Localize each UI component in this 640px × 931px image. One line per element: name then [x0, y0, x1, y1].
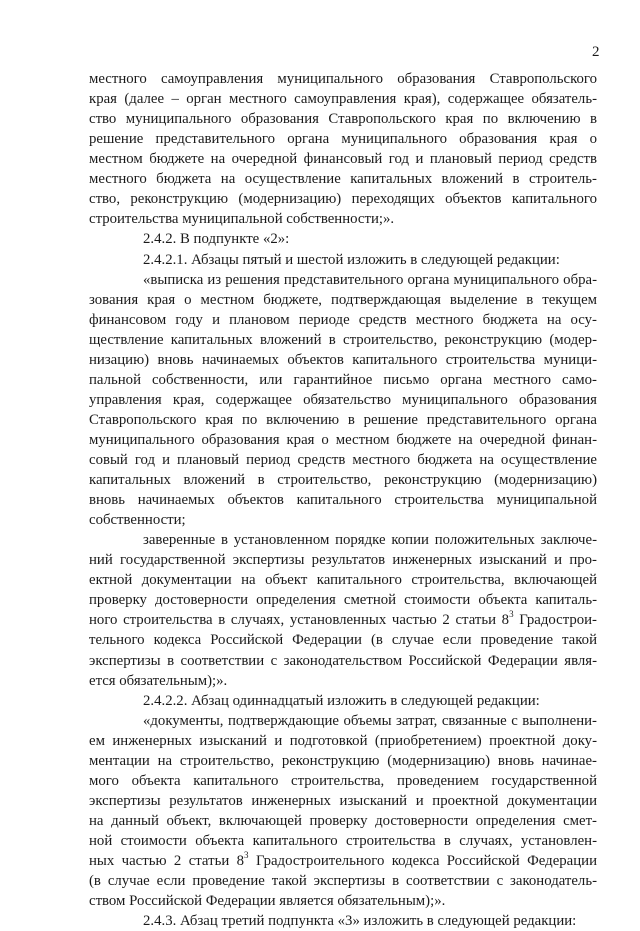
- text-line: ектной документации на объект капитального строительства, включающей: [89, 572, 597, 589]
- text-line: местного бюджета на осуществление капитальных вложений в строитель-: [89, 171, 597, 188]
- text-line: проверку достоверности определения сметной стоимости объекта капиталь-: [89, 592, 597, 609]
- text-line: экспертизы результатов инженерных изысканий и проектной документации: [89, 792, 597, 809]
- text-line: ной стоимости объекта капитального строительства в случаях, установлен-: [89, 832, 597, 849]
- text-line: 2.4.3. Абзац третий подпункта «3» изложить в следующей редакции:: [143, 913, 577, 930]
- text-line: строительства муниципальной собственности;».: [89, 211, 395, 228]
- text-line: совый год и плановый период средств местного бюджета на осуществление: [89, 451, 597, 468]
- text-line: ство, реконструкцию (модернизацию) переходящих объектов капитального: [89, 191, 597, 208]
- text-line: капитальных вложений в строительство, реконструкцию (модернизацию): [89, 472, 597, 488]
- text-line: низацию) вновь начинаемых объектов капитального строительства муници-: [89, 351, 597, 368]
- text-line: экспертизы в соответствии с законодательством Российской Федерации явля-: [89, 652, 597, 669]
- text-line: 2.4.2.2. Абзац одиннадцатый изложить в следующей редакции:: [143, 692, 540, 709]
- text-line: 2.4.2. В подпункте «2»:: [143, 231, 290, 248]
- text-line: ется обязательным);».: [89, 672, 228, 689]
- text-line: 2.4.2.1. Абзацы пятый и шестой изложить в следующей редакции:: [143, 251, 560, 268]
- text-line: края (далее – орган местного самоуправления края), содержащее обязатель-: [89, 91, 597, 107]
- text-line: на данный объект, включающей проверку достоверности определения смет-: [89, 812, 597, 829]
- text-line: ного строительства в случаях, установленных частью 2 статьи $8^3$ Градострои-: [89, 609, 597, 629]
- text-line: собственности;: [89, 512, 186, 529]
- text-line: «документы, подтверждающие объемы затрат, связанные с выполнени-: [143, 712, 597, 729]
- text-line: ство муниципального образования Ставропольского края по включению в: [89, 111, 597, 128]
- text-line: местного самоуправления муниципального образования Ставропольского: [89, 71, 597, 87]
- text-line: «выписка из решения представительного органа муниципального обра-: [143, 271, 597, 288]
- text-line: вновь начинаемых объектов капитального строительства муниципальной: [89, 492, 597, 509]
- text-line: пальной собственности, или гарантийное письмо органа местного само-: [89, 371, 597, 388]
- page-number: 2: [592, 44, 600, 60]
- text-line: (в случае если проведение такой экспертизы в соответствии с законодатель-: [89, 873, 597, 889]
- text-line: Ставропольского края по включению в решение представительного органа: [89, 411, 597, 428]
- text-line: зования края о местном бюджете, подтверждающая выделение в текущем: [89, 291, 597, 308]
- text-line: ментации на строительство, реконструкцию (модернизацию) вновь начинае-: [89, 752, 597, 769]
- text-line: управления края, содержащее обязательство муниципального образования: [89, 391, 597, 408]
- text-line: ством Российской Федерации является обязательным);».: [89, 893, 446, 910]
- text-line: тельного кодекса Российской Федерации (в случае если проведение такой: [89, 632, 597, 649]
- text-line: ных частью 2 статьи $8^3$ Градостроительного кодекса Российской Федерации: [89, 850, 597, 869]
- text-line: муниципального образования края о местном бюджете на очередной финан-: [89, 431, 597, 448]
- text-line: ществление капитальных вложений в строительство, реконструкцию (модер-: [89, 331, 597, 348]
- text-line: финансовом году и плановом периоде средств местного бюджета на осу-: [89, 311, 597, 328]
- text-line: заверенные в установленном порядке копии положительных заключе-: [143, 532, 597, 549]
- text-line: мого объекта капитального строительства, проведением государственной: [89, 772, 597, 789]
- text-line: ний государственной экспертизы результатов инженерных изысканий и про-: [89, 552, 597, 569]
- text-line: местном бюджете на очередной финансовый год и плановый период средств: [89, 151, 597, 168]
- text-line: решение представительного органа муниципального образования края о: [89, 131, 597, 148]
- text-line: ем инженерных изысканий и подготовкой (приобретением) проектной доку-: [89, 732, 597, 749]
